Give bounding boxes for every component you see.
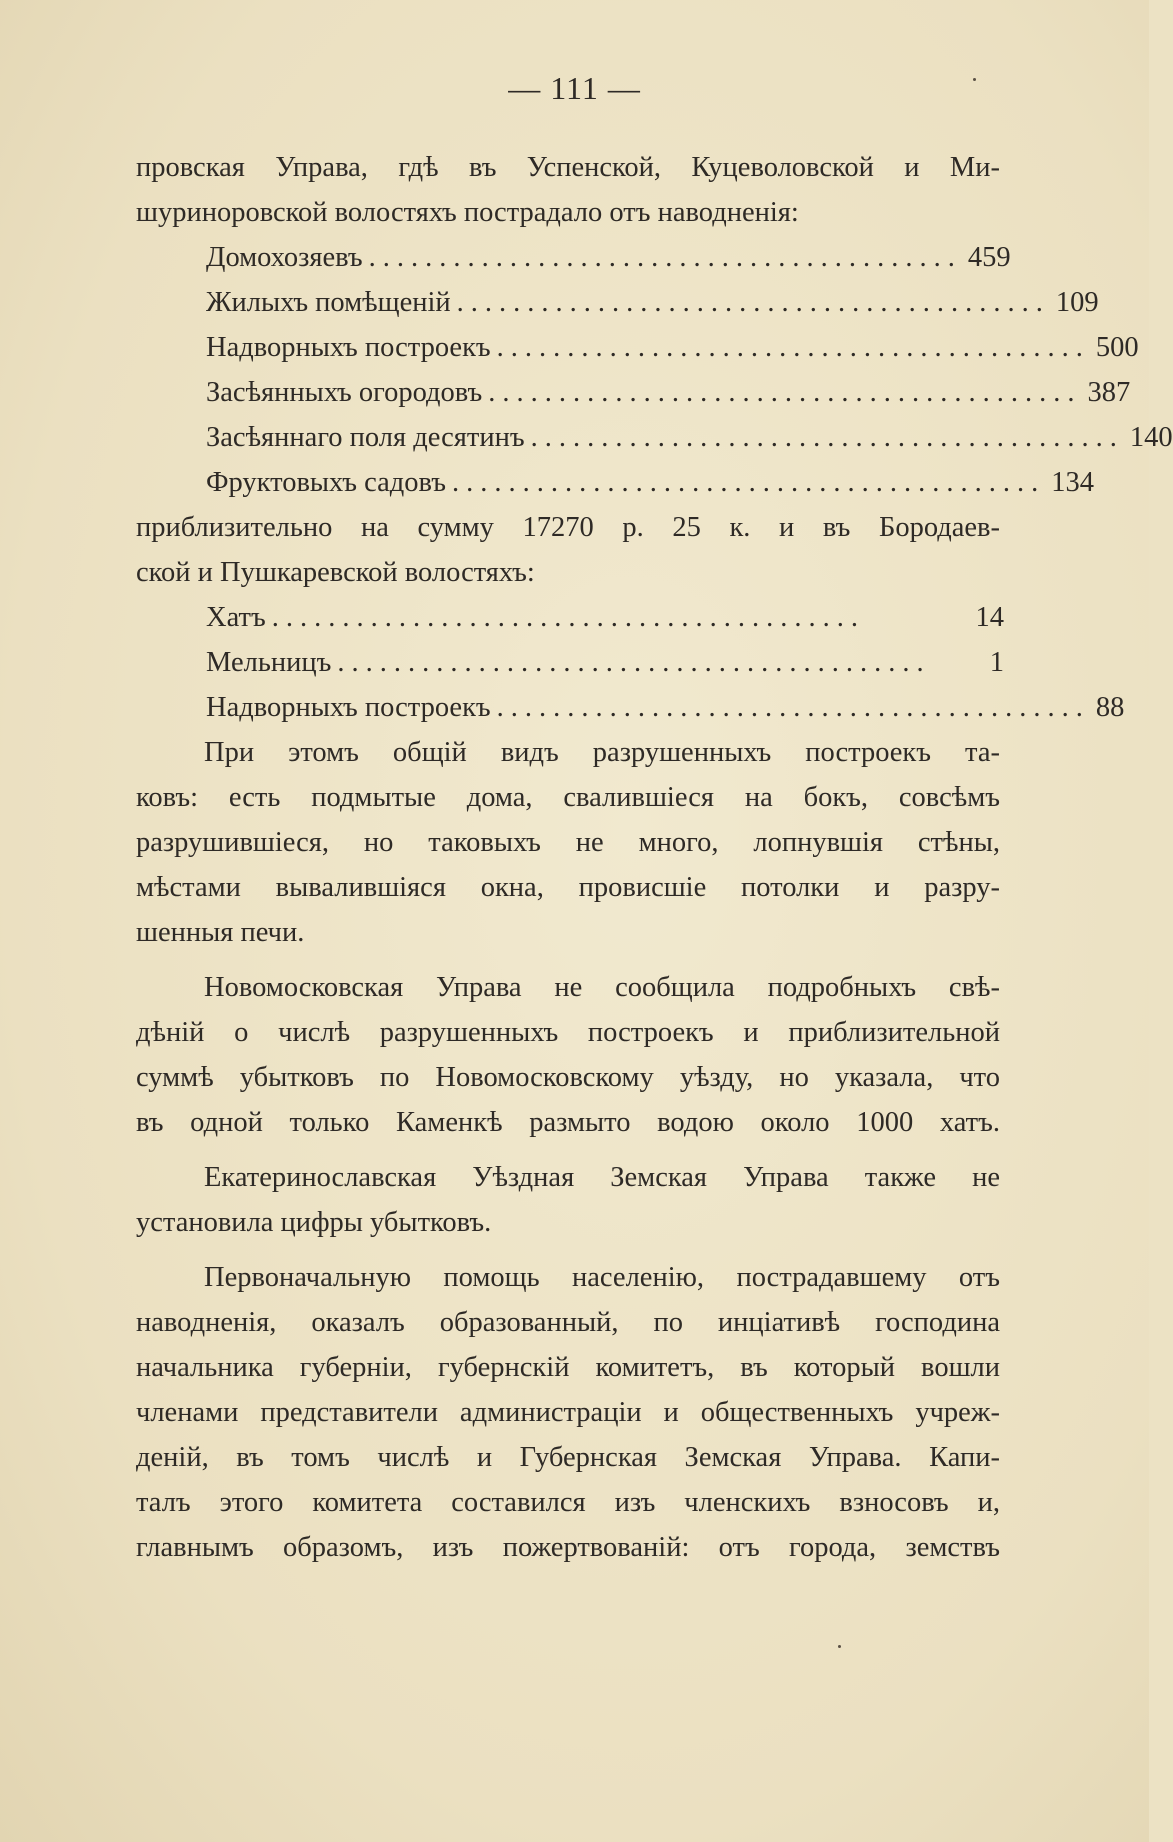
table-row [136, 280, 1099, 325]
row-value: 109 [1055, 287, 1099, 318]
text-line: приблизительно на сумму 17270 р. 25 к. и въ Бородаев- [136, 512, 1000, 543]
row-label: Засѣянныхъ огородовъ [206, 377, 483, 408]
row-label: Хатъ [206, 602, 266, 633]
row-label: Фруктовыхъ садовъ [206, 467, 446, 498]
paper-speck [973, 78, 976, 81]
text-line: провская Управа, гдѣ въ Успенской, Куцеволовской и Ми- [136, 152, 1000, 183]
text-line: разрушившіеся, но таковыхъ не много, лопнувшія стѣны, [136, 827, 1000, 858]
page-text [136, 145, 1173, 1570]
paragraph [136, 1255, 1000, 1570]
leader-dots: .......................................... [271, 602, 865, 633]
text-line: дѣній о числѣ разрушенныхъ построекъ и приблизительной [136, 1017, 1000, 1048]
leader-dots: .......................................... [451, 467, 1046, 498]
text-line: главнымъ образомъ, изъ пожертвованій: отъ города, земствъ [136, 1532, 1000, 1563]
text-line: талъ этого комитета составился изъ членскихъ взносовъ и, [136, 1487, 1000, 1518]
row-label: Надворныхъ построекъ [206, 332, 491, 363]
text-line: ской и Пушкаревской волостяхъ: [136, 557, 535, 588]
leader-dots: .......................................... [456, 287, 1050, 318]
row-label: Мельницъ [206, 647, 332, 678]
row-value: 387 [1087, 377, 1131, 408]
text-line: въ одной только Каменкѣ размыто водою около 1000 хатъ. [136, 1107, 1000, 1138]
table-row [136, 235, 1011, 280]
text-line: наводненія, оказалъ образованный, по инціативѣ господина [136, 1307, 1000, 1338]
row-label: Жилыхъ помѣщеній [206, 287, 451, 318]
table-row [136, 460, 1094, 505]
row-value: 88 [1095, 692, 1125, 723]
paragraph [136, 730, 1000, 955]
text-line: мѣстами вывалившіяся окна, провисшіе потолки и разру- [136, 872, 1000, 903]
row-value: 1 [989, 647, 1004, 678]
row-label: Засѣяннаго поля десятинъ [206, 422, 525, 453]
text-line: ковъ: есть подмытые дома, свалившіеся на бокъ, совсѣмъ [136, 782, 1000, 813]
spacer [136, 955, 1000, 965]
spacer [136, 1145, 1000, 1155]
text-line: членами представители администраціи и общественныхъ учреж- [136, 1397, 1000, 1428]
page-number: — 111 — [508, 70, 641, 106]
table-row [136, 370, 1131, 415]
table-row [136, 325, 1139, 370]
row-value: 14 [975, 602, 1004, 633]
leader-dots: .......................................... [488, 377, 1082, 408]
text-line: суммѣ убытковъ по Новомосковскому уѣзду, но указала, что [136, 1062, 1000, 1093]
paper-speck [838, 1645, 841, 1648]
table-row [136, 685, 1125, 730]
leader-dots: .......................................... [337, 647, 931, 678]
row-value: 140 [1129, 422, 1173, 453]
leader-dots: .......................................... [368, 242, 962, 273]
text-line: При этомъ общій видъ разрушенныхъ построекъ та- [204, 737, 1000, 768]
text-line: Первоначальную помощь населенію, пострадавшему отъ [204, 1262, 1000, 1293]
text-line: Новомосковская Управа не сообщила подробныхъ свѣ- [204, 972, 1000, 1003]
table-row [136, 415, 1173, 460]
damage-table-1 [136, 235, 1173, 505]
table-row [136, 640, 1004, 685]
paragraph [136, 965, 1000, 1145]
leader-dots: .......................................... [530, 422, 1124, 453]
row-label: Домохозяевъ [206, 242, 363, 273]
row-value: 134 [1051, 467, 1094, 498]
row-label: Надворныхъ построекъ [206, 692, 491, 723]
row-value: 500 [1095, 332, 1139, 363]
text-line: Екатеринославская Уѣздная Земская Управа также не [204, 1162, 1000, 1193]
damage-table-2 [136, 595, 1125, 730]
text-line: начальника губерніи, губернскій комитетъ, въ который вошли [136, 1352, 1000, 1383]
text-line: установила цифры убытковъ. [136, 1207, 492, 1238]
spacer [136, 1245, 1000, 1255]
paragraph [136, 1155, 1000, 1245]
text-line: деній, въ томъ числѣ и Губернская Земская Управа. Капи- [136, 1442, 1000, 1473]
row-value: 459 [967, 242, 1011, 273]
text-line: шуриноровской волостяхъ пострадало отъ наводненія: [136, 197, 799, 228]
leader-dots: .......................................... [496, 692, 1090, 723]
table-row [136, 595, 1004, 640]
text-line: шенныя печи. [136, 917, 305, 948]
leader-dots: .......................................... [496, 332, 1090, 363]
